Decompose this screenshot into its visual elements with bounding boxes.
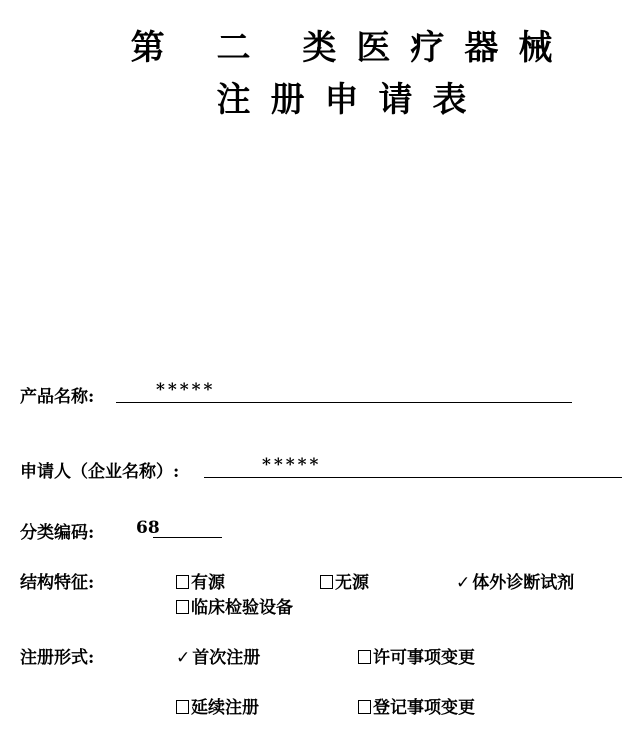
checkmark-icon[interactable]: ✓ [176,648,191,668]
structure-option-ivd-label: 体外诊断试剂 [472,573,575,593]
form-title-line1: 第 二 类医疗器械 [130,28,573,68]
applicant-label: 申请人（企业名称）: [20,462,180,482]
structure-option-lab-equipment-label: 临床检验设备 [191,598,293,618]
registration-option-license-change-label: 许可事项变更 [373,648,475,668]
registration-option-license-change[interactable] [358,643,475,668]
structure-option-active-label: 有源 [191,573,225,593]
registration-label: 注册形式: [20,648,95,668]
structure-option-lab-equipment[interactable] [176,593,293,618]
structure-option-ivd[interactable] [456,568,574,593]
applicant-underline [204,477,622,478]
registration-option-initial[interactable] [176,643,260,668]
checkbox-icon[interactable] [176,575,189,589]
product-name-value: ***** [156,380,216,400]
structure-option-passive[interactable] [320,568,369,593]
checkbox-icon[interactable] [176,600,189,614]
structure-label: 结构特征: [20,573,95,593]
checkbox-icon[interactable] [320,575,333,589]
checkbox-icon[interactable] [358,650,371,664]
registration-option-renewal-label: 延续注册 [191,698,259,718]
product-name-underline [116,402,572,403]
registration-option-record-change-label: 登记事项变更 [373,698,475,718]
registration-option-record-change[interactable] [358,693,475,718]
classification-code-label: 分类编码: [20,523,95,543]
product-name-label: 产品名称: [20,387,95,407]
checkmark-icon[interactable]: ✓ [456,573,471,593]
registration-option-initial-label: 首次注册 [192,648,261,668]
structure-option-active[interactable] [176,568,225,593]
checkbox-icon[interactable] [176,700,189,714]
structure-option-passive-label: 无源 [335,573,369,593]
registration-option-renewal[interactable] [176,693,259,718]
classification-code-underline [153,537,222,538]
form-title-line2: 注册申请表 [216,80,487,120]
checkbox-icon[interactable] [358,700,371,714]
applicant-value: ***** [262,455,322,475]
classification-code-value: 68 [136,518,160,538]
